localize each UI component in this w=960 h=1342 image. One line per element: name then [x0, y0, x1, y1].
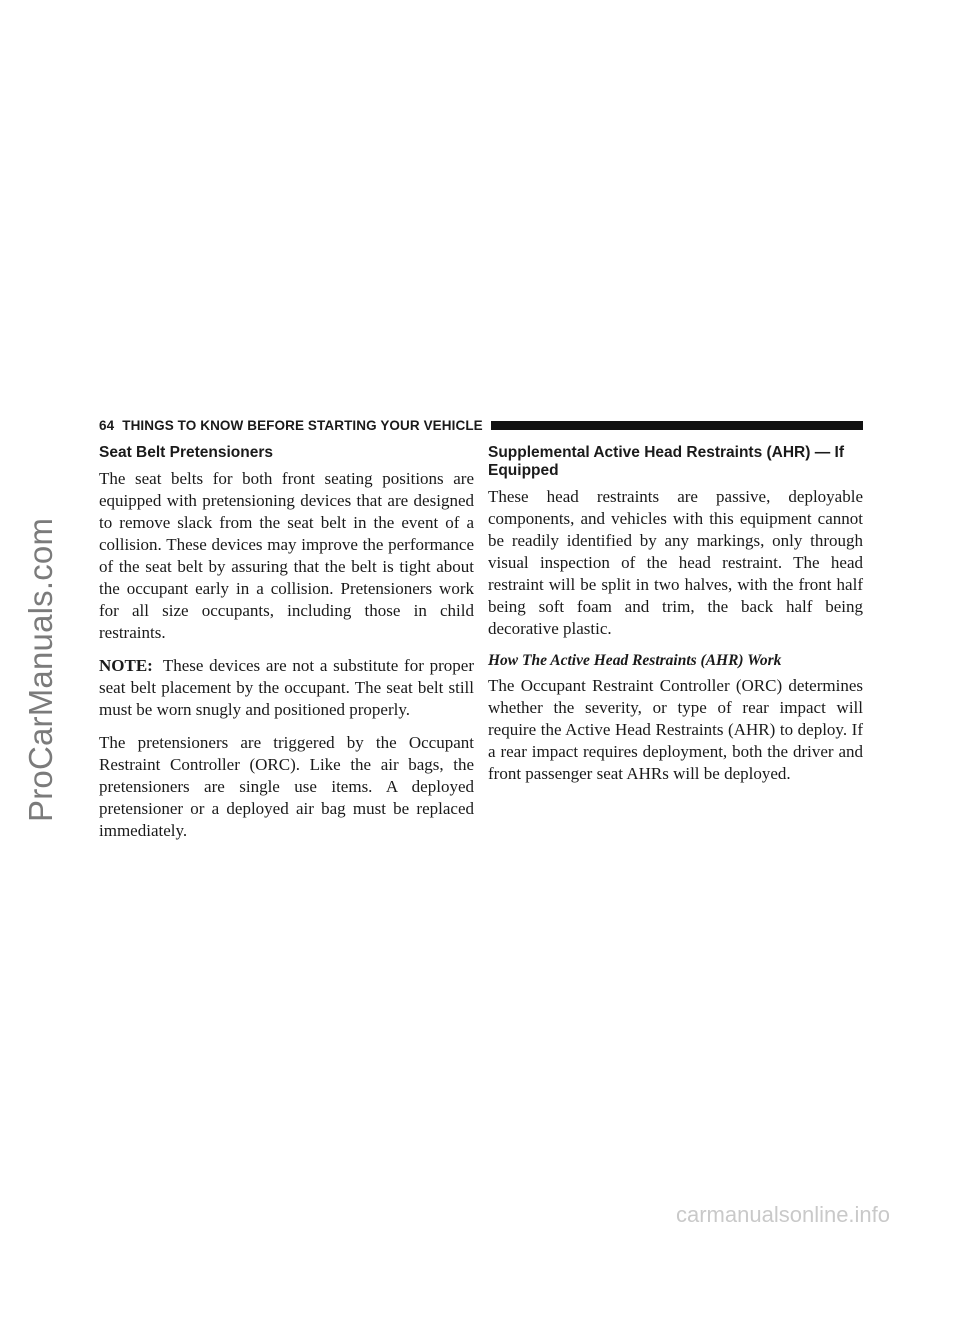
pretensioners-paragraph: The seat belts for both front seating positions are equipped with pretensioning devices that are designed to remove slack from the seat belt in the event of a collision. These devices may improve the performance of the seat belt by assuring that the belt is tight about the occupant early in a collision. Pretensioners work for all size occupants, including those in child restraints.	[99, 469, 474, 642]
footer-watermark: carmanualsonline.info	[676, 1202, 891, 1227]
heading-active-head-restraints: Supplemental Active Head Restraints (AHR) — If Equipped	[488, 444, 844, 479]
note-text: These devices are not a substitute for proper seat belt placement by the occupant. The seat belt still must be worn snugly and positioned properly.	[99, 656, 474, 719]
note-label: NOTE:	[99, 656, 153, 675]
left-column	[99, 438, 474, 853]
ahr-operation-paragraph: The Occupant Restraint Controller (ORC) determines whether the severity, or type of rear impact will require the Active Head Restraints (AHR) to deploy. If a rear impact requires deployment, both the driver and front passenger seat AHRs will be deployed.	[488, 676, 863, 783]
watermark-text: ProCarManuals.com	[22, 517, 59, 822]
side-watermark	[18, 517, 78, 1342]
head-restraints-paragraph: These head restraints are passive, deployable components, and vehicles with this equipment cannot be readily identified by any markings, only through visual inspection of the head restraint. The head restraint will be split in two halves, with the front half being soft foam and trim, the back half being decorative plastic.	[488, 487, 863, 638]
section-title: THINGS TO KNOW BEFORE STARTING YOUR VEHICLE	[122, 417, 483, 433]
header-rule	[491, 421, 863, 430]
page-number: 64	[99, 417, 115, 433]
note-paragraph	[99, 655, 474, 721]
subheading-how-ahr-work: How The Active Head Restraints (AHR) Work	[488, 652, 782, 669]
page-header	[99, 414, 863, 436]
right-column	[488, 438, 863, 796]
pretensioners-trigger-paragraph: The pretensioners are triggered by the Occupant Restraint Controller (ORC). Like the air bags, the pretensioners are single use items. A deployed pretensioner or a deployed air bag must be replaced immediately.	[99, 733, 474, 840]
heading-seat-belt-pretensioners: Seat Belt Pretensioners	[99, 444, 274, 461]
